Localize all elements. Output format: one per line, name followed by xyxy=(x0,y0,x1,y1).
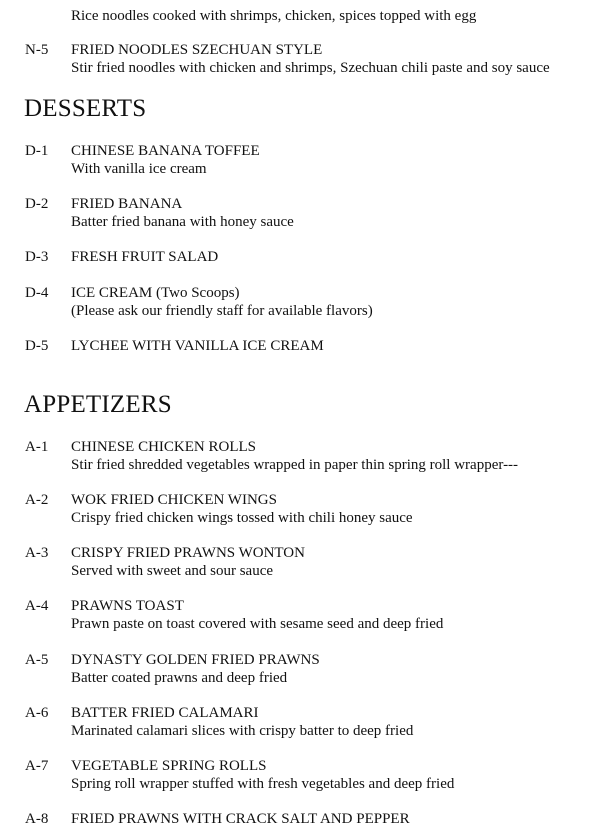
item-code: A-5 xyxy=(25,652,49,668)
item-code: A-2 xyxy=(25,492,49,508)
item-code: D-4 xyxy=(25,285,49,301)
section-heading-desserts: DESSERTS xyxy=(24,95,147,122)
item-description: Marinated calamari slices with crispy batter to deep fried xyxy=(71,723,414,739)
item-name: DYNASTY GOLDEN FRIED PRAWNS xyxy=(71,652,320,668)
item-name: FRESH FRUIT SALAD xyxy=(71,249,219,265)
item-description: With vanilla ice cream xyxy=(71,161,207,177)
section-heading-appetizers: APPETIZERS xyxy=(24,391,172,418)
item-name: BATTER FRIED CALAMARI xyxy=(71,705,259,721)
item-code: A-1 xyxy=(25,439,49,455)
item-description: Served with sweet and sour sauce xyxy=(71,563,274,579)
item-description: Batter coated prawns and deep fried xyxy=(71,670,288,686)
item-description: (Please ask our friendly staff for available flavors) xyxy=(71,303,373,319)
item-name: WOK FRIED CHICKEN WINGS xyxy=(71,492,277,508)
item-description: Stir fried shredded vegetables wrapped in paper thin spring roll wrapper--- xyxy=(71,457,519,473)
item-name: FRIED NOODLES SZECHUAN STYLE xyxy=(71,42,323,58)
item-description: Batter fried banana with honey sauce xyxy=(71,214,294,230)
item-description: Rice noodles cooked with shrimps, chicken, spices topped with egg xyxy=(71,8,477,24)
item-name: FRIED BANANA xyxy=(71,196,183,212)
item-name: ICE CREAM (Two Scoops) xyxy=(71,285,240,301)
item-description: Crispy fried chicken wings tossed with chili honey sauce xyxy=(71,510,413,526)
item-code: N-5 xyxy=(25,42,49,58)
item-description: Prawn paste on toast covered with sesame seed and deep fried xyxy=(71,616,444,632)
item-code: D-5 xyxy=(25,338,49,354)
item-name: VEGETABLE SPRING ROLLS xyxy=(71,758,267,774)
item-description: Spring roll wrapper stuffed with fresh vegetables and deep fried xyxy=(71,776,455,792)
item-code: A-6 xyxy=(25,705,49,721)
item-name: CHINESE BANANA TOFFEE xyxy=(71,143,260,159)
item-code: D-3 xyxy=(25,249,49,265)
item-code: D-1 xyxy=(25,143,49,159)
item-name: LYCHEE WITH VANILLA ICE CREAM xyxy=(71,338,324,354)
item-code: A-8 xyxy=(25,811,49,827)
item-code: A-4 xyxy=(25,598,49,614)
item-code: A-7 xyxy=(25,758,49,774)
item-name: PRAWNS TOAST xyxy=(71,598,184,614)
item-name: CHINESE CHICKEN ROLLS xyxy=(71,439,257,455)
item-name: CRISPY FRIED PRAWNS WONTON xyxy=(71,545,305,561)
item-name: FRIED PRAWNS WITH CRACK SALT AND PEPPER xyxy=(71,811,410,827)
item-code: A-3 xyxy=(25,545,49,561)
item-description: Stir fried noodles with chicken and shrimps, Szechuan chili paste and soy sauce xyxy=(71,60,550,76)
item-code: D-2 xyxy=(25,196,49,212)
